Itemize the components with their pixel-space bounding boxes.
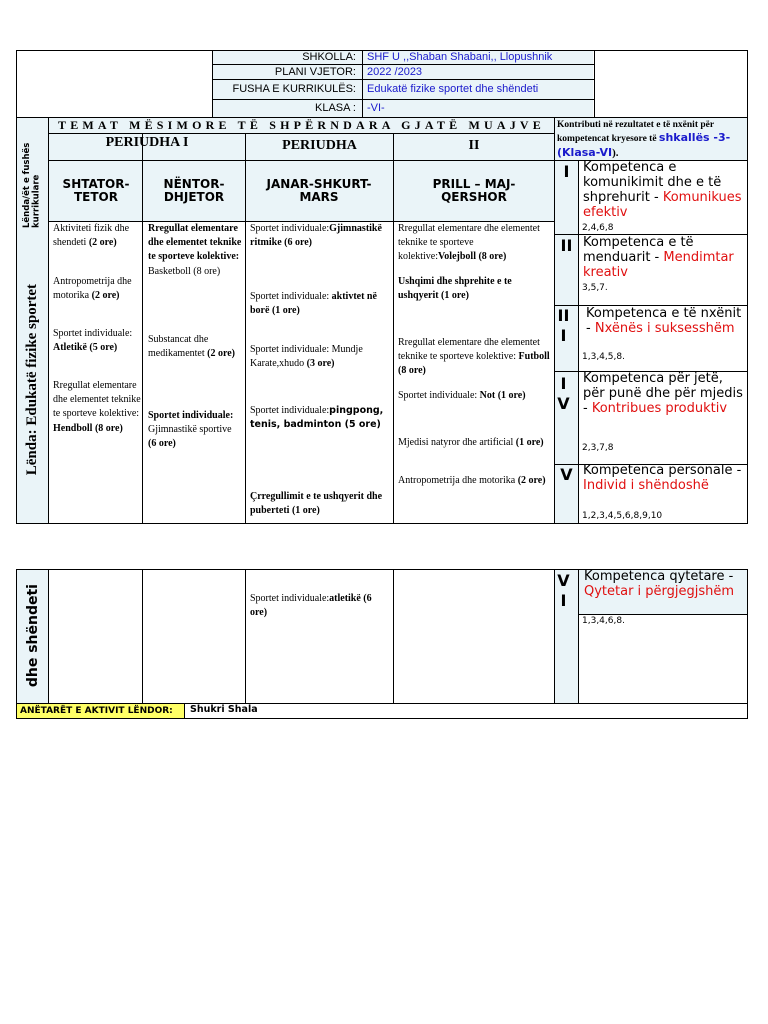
contribution-title: Kontributi në rezultatet e të nxënit për kompetencat kryesore të shkallës -3- (Klasa-VI). bbox=[557, 120, 731, 159]
col-line bbox=[48, 569, 49, 704]
themes-title: TEMAT MËSIMORE TË SHPËRNDARA GJATË MUAJVE bbox=[57, 118, 545, 132]
school-label: SHKOLLA: bbox=[302, 51, 356, 63]
month-nov-dec: NËNTOR-DHJETOR bbox=[163, 177, 225, 205]
competence-text: Kompetenca personale - Individ i shëndoshë bbox=[583, 463, 742, 493]
col-line bbox=[142, 134, 143, 524]
col3-topic: Sportet individuale:Gjimnastikë ritmike (6 ore) bbox=[250, 223, 382, 249]
class-label: KLASA : bbox=[315, 102, 356, 114]
col3-topic: Sportet individuale:pingpong, tenis, badminton (5 ore) bbox=[250, 405, 384, 431]
competence-roman: VI bbox=[557, 571, 570, 610]
plan-value: 2022 /2023 bbox=[367, 66, 423, 78]
col-line bbox=[48, 117, 49, 524]
col3-topic: Çrregullimit e te ushqyerit dhe puberteti (1 ore) bbox=[250, 491, 383, 517]
competence-roman: III bbox=[557, 306, 570, 345]
side-label-subject: Lënda: Edukatë fizike sportet bbox=[24, 284, 40, 476]
members-label: ANËTARËT E AKTIVIT LËNDOR: bbox=[20, 706, 173, 716]
month-jan-mar: JANAR-SHKURT-MARS bbox=[266, 177, 372, 205]
col4-topic: Rregullat elementare dhe elementet teknike te sporteve kolektive: Futboll (8 ore) bbox=[398, 337, 550, 377]
competence-outcomes: 1,2,3,4,5,6,8,9,10 bbox=[582, 511, 663, 521]
col2-topic: Substancat dhe medikamentet (2 ore) bbox=[148, 334, 236, 360]
field-label: FUSHA E KURRIKULËS: bbox=[232, 83, 356, 95]
members-value: Shukri Shala bbox=[190, 704, 258, 715]
col4-topic: Sportet individuale: Not (1 ore) bbox=[398, 390, 526, 401]
col4-topic: Antropometrija dhe motorika (2 ore) bbox=[398, 475, 546, 486]
col4-topic: Rregullat elementare dhe elementet teknike te sporteve kolektive:Volejboll (8 ore) bbox=[398, 223, 540, 263]
competence-text: Kompetenca e komunikimit dhe e të shprehurit - Komunikues efektiv bbox=[583, 160, 742, 220]
col2-topic: Sportet individuale: Gjimnastikë sportive (6 ore) bbox=[148, 410, 234, 450]
col3-topic: Sportet individuale:atletikë (6 ore) bbox=[250, 593, 372, 619]
col1-topic: Antropometrija dhe motorika (2 ore) bbox=[53, 276, 132, 302]
competence-roman: II bbox=[560, 236, 573, 255]
col-line bbox=[393, 134, 394, 524]
side-label-subject-cont: dhe shëndeti bbox=[24, 584, 41, 688]
competence-text: Kompetenca për jetë, për punë dhe për mjedis - Kontribues produktiv bbox=[583, 371, 743, 416]
col4-topic: Mjedisi natyror dhe artificial (1 ore) bbox=[398, 437, 544, 448]
col-line bbox=[142, 569, 143, 704]
competence-roman: I bbox=[563, 162, 570, 181]
competence-text: Kompetenca e të menduarit - Mendimtar kreativ bbox=[583, 235, 734, 280]
col-line bbox=[578, 160, 579, 524]
competence-outcomes: 3,5,7. bbox=[582, 283, 608, 293]
competence-outcomes: 1,3,4,6,8. bbox=[582, 616, 625, 626]
col1-topic: Sportet individuale: Atletikë (5 ore) bbox=[53, 328, 133, 354]
month-sep-oct: SHTATOR-TETOR bbox=[62, 177, 130, 205]
col3-topic: Sportet individuale: aktivtet në borë (1 ore) bbox=[250, 291, 377, 317]
school-value: SHF U ,,Shaban Shabani,, Llopushnik bbox=[367, 51, 553, 63]
col3-topic: Sportet individuale: Mundje Karate,xhudo (3 ore) bbox=[250, 344, 363, 370]
col-line bbox=[245, 569, 246, 704]
plan-label: PLANI VJETOR: bbox=[274, 66, 356, 78]
competence-outcomes: 2,3,7,8 bbox=[582, 443, 614, 453]
col1-topic: Rregullat elementare dhe elementet teknike te sporteve kolektive: Hendboll (8 ore) bbox=[53, 380, 141, 434]
period-1: PERIUDHA I bbox=[105, 135, 189, 150]
side-label-small: Lënda/ët e fushës kurrikulare bbox=[22, 142, 42, 228]
class-value: -VI- bbox=[367, 102, 385, 114]
row-line bbox=[578, 614, 748, 615]
header-divider bbox=[594, 50, 595, 118]
competence-roman: IV bbox=[557, 374, 570, 413]
period-2: PERIUDHA bbox=[282, 138, 357, 153]
month-apr-jun: PRILL – MAJ-QERSHOR bbox=[432, 177, 516, 205]
col1-topic: Aktiviteti fizik dhe shendeti (2 ore) bbox=[53, 223, 130, 249]
col-line bbox=[245, 134, 246, 524]
competence-roman: V bbox=[560, 465, 573, 484]
col4-topic: Ushqimi dhe shprehite e te ushqyerit (1 ore) bbox=[398, 276, 512, 302]
competence-outcomes: 1,3,4,5,8. bbox=[582, 352, 625, 362]
period-3: II bbox=[468, 138, 480, 153]
competence-text: Kompetenca e të nxënit - Nxënës i suksesshëm bbox=[586, 306, 742, 336]
members-divider bbox=[184, 703, 185, 719]
competence-text: Kompetenca qytetare - Qytetar i përgjegjshëm bbox=[584, 569, 735, 599]
col-line bbox=[554, 569, 555, 704]
col-line bbox=[393, 569, 394, 704]
competence-outcomes: 2,4,6,8 bbox=[582, 223, 614, 233]
col2-topic: Rregullat elementare dhe elementet teknike te sporteve kolektive: Basketboll (8 ore) bbox=[148, 223, 242, 277]
col-line bbox=[578, 569, 579, 704]
field-value: Edukatë fizike sportet dhe shëndeti bbox=[367, 83, 539, 95]
